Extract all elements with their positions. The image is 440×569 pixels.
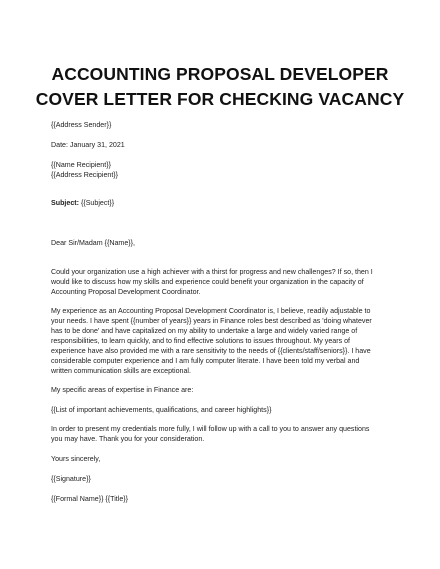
formal-name-title: {{Formal Name}} {{Title}} (51, 495, 129, 503)
paragraph-2-line: considerable computer experience and I am fully computer literate. I have been told my verbal and (51, 357, 360, 365)
paragraph-3-line: you may have. Thank you for your consideration. (51, 435, 205, 443)
paragraph-2-line: My experience as an Accounting Proposal Development Coordinator is, I believe, readily adjustable to (51, 307, 371, 315)
paragraph-1-line: Could your organization use a high achiever with a thirst for progress and new challenges? If so, then I (51, 268, 373, 276)
paragraph-1-line: would like to discuss how my skills and experience could benefit your organization in the capacity of (51, 278, 364, 286)
document-title-line-2: COVER LETTER FOR CHECKING VACANCY (35, 89, 405, 109)
recipient-address: {{Address Recipient}} (51, 171, 119, 179)
paragraph-2-line: responsibilities, to learn quickly, and to find effective solutions to issues throughout. My years of (51, 337, 351, 345)
subject-line (51, 199, 391, 208)
paragraph-1-line: Accounting Proposal Development Coordinator. (51, 288, 201, 296)
paragraph-2-line: your needs. I have spent {{number of years}} years in Finance roles best described as 'doing whatever (51, 317, 372, 325)
sender-address: {{Address Sender}} (51, 121, 112, 129)
paragraph-3-line: In order to present my credentials more fully, I will follow up with a call to you to answer any questions (51, 425, 370, 433)
recipient-name: {{Name Recipient}} (51, 161, 111, 169)
closing: Yours sincerely, (51, 455, 101, 463)
expertise-list: {{List of important achievements, qualifications, and career highlights}} (51, 406, 272, 414)
paragraph-2-line: has to be done' and have capitalized on my ability to undertake a large and widely varied range of (51, 327, 358, 335)
document-title-line-1: ACCOUNTING PROPOSAL DEVELOPER (51, 64, 389, 84)
signature: {{Signature}} (51, 475, 91, 483)
paragraph-2-line: experience have also provided me with a rare sensitivity to the needs of {{clients/staff/seniors}}. I have (51, 347, 371, 355)
subject-label: Subject: (51, 199, 79, 207)
subject-value: {{Subject}} (78, 199, 115, 207)
greeting: Dear Sir/Madam {{Name}}, (51, 239, 135, 247)
expertise-intro: My specific areas of expertise in Finance are: (51, 386, 194, 394)
paragraph-2-line: written communication skills are exceptional. (51, 367, 191, 375)
letter-date: Date: January 31, 2021 (51, 141, 125, 149)
